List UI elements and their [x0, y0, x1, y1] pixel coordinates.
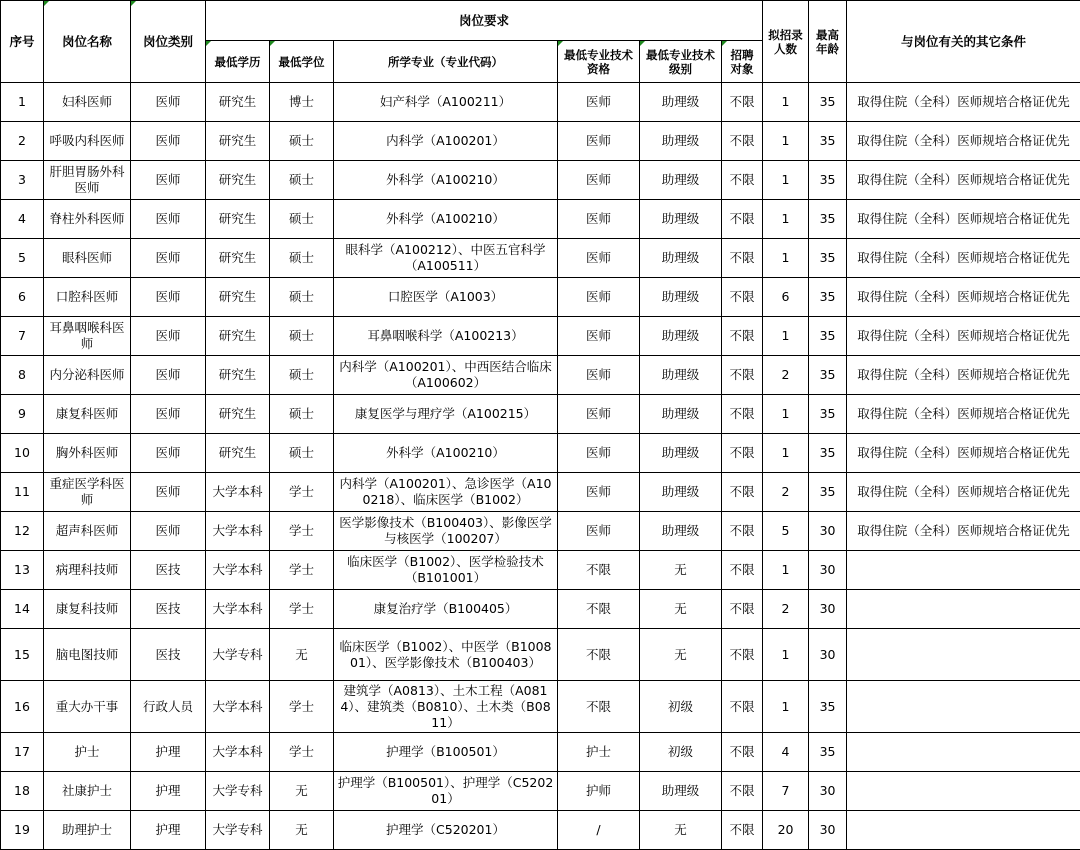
cell-min-education: 研究生: [206, 83, 270, 122]
cell-min-education: 大学本科: [206, 733, 270, 772]
cell-min-education: 大学专科: [206, 811, 270, 850]
cell-other-conditions: 取得住院（全科）医师规培合格证优先: [847, 317, 1080, 356]
table-row: [1, 122, 1080, 161]
cell-max-age: 35: [809, 356, 847, 395]
cell-seq: 2: [1, 122, 44, 161]
cell-seq: 15: [1, 629, 44, 681]
table-row: [1, 83, 1080, 122]
table-row: [1, 434, 1080, 473]
cell-target: 不限: [722, 356, 763, 395]
cell-seq: 6: [1, 278, 44, 317]
cell-position-type: 护理: [131, 733, 206, 772]
table-row: [1, 681, 1080, 733]
cell-target: 不限: [722, 395, 763, 434]
cell-count: 1: [763, 629, 809, 681]
cell-count: 1: [763, 122, 809, 161]
cell-position-name: 重大办干事: [44, 681, 131, 733]
cell-seq: 16: [1, 681, 44, 733]
cell-min-education: 大学专科: [206, 629, 270, 681]
cell-min-education: 大学本科: [206, 681, 270, 733]
cell-position-type: 医师: [131, 122, 206, 161]
cell-major: 外科学（A100210）: [334, 200, 558, 239]
cell-min-qualification: 医师: [558, 317, 640, 356]
cell-min-qualification: /: [558, 811, 640, 850]
cell-major: 建筑学（A0813）、土木工程（A0814）、建筑类（B0810）、土木类（B0811）: [334, 681, 558, 733]
cell-min-education: 大学本科: [206, 551, 270, 590]
table-row: [1, 395, 1080, 434]
table-row: [1, 473, 1080, 512]
cell-position-type: 医师: [131, 161, 206, 200]
cell-max-age: 35: [809, 161, 847, 200]
cell-seq: 1: [1, 83, 44, 122]
cell-other-conditions: 取得住院（全科）医师规培合格证优先: [847, 200, 1080, 239]
cell-min-level: 无: [640, 551, 722, 590]
cell-min-qualification: 医师: [558, 122, 640, 161]
cell-min-level: 助理级: [640, 395, 722, 434]
table-row: [1, 512, 1080, 551]
cell-target: 不限: [722, 122, 763, 161]
cell-other-conditions: 取得住院（全科）医师规培合格证优先: [847, 239, 1080, 278]
cell-min-degree: 学士: [270, 590, 334, 629]
table-row: [1, 733, 1080, 772]
cell-count: 4: [763, 733, 809, 772]
header-requirements: 岗位要求: [206, 1, 763, 41]
cell-position-name: 脑电图技师: [44, 629, 131, 681]
cell-max-age: 30: [809, 772, 847, 811]
cell-position-type: 医师: [131, 200, 206, 239]
cell-position-type: 医技: [131, 629, 206, 681]
cell-count: 1: [763, 551, 809, 590]
cell-other-conditions: 取得住院（全科）医师规培合格证优先: [847, 395, 1080, 434]
cell-other-conditions: 取得住院（全科）医师规培合格证优先: [847, 278, 1080, 317]
cell-seq: 19: [1, 811, 44, 850]
cell-max-age: 35: [809, 83, 847, 122]
table-row: [1, 629, 1080, 681]
cell-position-name: 耳鼻咽喉科医师: [44, 317, 131, 356]
cell-seq: 11: [1, 473, 44, 512]
cell-min-degree: 无: [270, 811, 334, 850]
cell-major: 康复治疗学（B100405）: [334, 590, 558, 629]
cell-min-qualification: 医师: [558, 278, 640, 317]
cell-position-name: 呼吸内科医师: [44, 122, 131, 161]
cell-major: 内科学（A100201）、中西医结合临床（A100602）: [334, 356, 558, 395]
table-row: [1, 811, 1080, 850]
cell-position-name: 康复科技师: [44, 590, 131, 629]
cell-min-level: 助理级: [640, 161, 722, 200]
cell-min-education: 大学本科: [206, 473, 270, 512]
cell-major: 眼科学（A100212）、中医五官科学（A100511）: [334, 239, 558, 278]
cell-min-degree: 无: [270, 772, 334, 811]
cell-position-type: 医师: [131, 395, 206, 434]
cell-major: 临床医学（B1002）、医学检验技术（B101001）: [334, 551, 558, 590]
cell-min-education: 大学本科: [206, 512, 270, 551]
cell-seq: 10: [1, 434, 44, 473]
cell-other-conditions: [847, 772, 1080, 811]
cell-min-degree: 学士: [270, 733, 334, 772]
table-body: [1, 83, 1080, 850]
cell-target: 不限: [722, 434, 763, 473]
cell-count: 1: [763, 681, 809, 733]
cell-count: 20: [763, 811, 809, 850]
cell-min-qualification: 不限: [558, 681, 640, 733]
cell-min-degree: 硕士: [270, 278, 334, 317]
cell-max-age: 35: [809, 681, 847, 733]
cell-min-education: 研究生: [206, 356, 270, 395]
cell-other-conditions: 取得住院（全科）医师规培合格证优先: [847, 83, 1080, 122]
cell-other-conditions: 取得住院（全科）医师规培合格证优先: [847, 161, 1080, 200]
cell-position-type: 医师: [131, 512, 206, 551]
cell-other-conditions: 取得住院（全科）医师规培合格证优先: [847, 122, 1080, 161]
cell-seq: 17: [1, 733, 44, 772]
cell-min-degree: 学士: [270, 551, 334, 590]
table-row: [1, 239, 1080, 278]
cell-seq: 8: [1, 356, 44, 395]
cell-major: 外科学（A100210）: [334, 434, 558, 473]
cell-target: 不限: [722, 200, 763, 239]
cell-position-name: 护士: [44, 733, 131, 772]
table-row: [1, 161, 1080, 200]
cell-min-education: 研究生: [206, 278, 270, 317]
cell-other-conditions: 取得住院（全科）医师规培合格证优先: [847, 473, 1080, 512]
cell-major: 口腔医学（A1003）: [334, 278, 558, 317]
cell-major: 医学影像技术（B100403）、影像医学与核医学（100207）: [334, 512, 558, 551]
cell-count: 1: [763, 395, 809, 434]
cell-max-age: 30: [809, 512, 847, 551]
table-row: [1, 590, 1080, 629]
cell-major: 临床医学（B1002）、中医学（B100801）、医学影像技术（B100403）: [334, 629, 558, 681]
header-min-degree: 最低学位: [270, 41, 334, 83]
cell-min-qualification: 医师: [558, 83, 640, 122]
cell-min-qualification: 不限: [558, 590, 640, 629]
cell-position-type: 医师: [131, 434, 206, 473]
cell-position-name: 助理护士: [44, 811, 131, 850]
cell-target: 不限: [722, 811, 763, 850]
cell-target: 不限: [722, 278, 763, 317]
cell-position-type: 医师: [131, 83, 206, 122]
cell-min-level: 初级: [640, 681, 722, 733]
cell-max-age: 35: [809, 733, 847, 772]
header-other-conditions: 与岗位有关的其它条件: [847, 1, 1080, 83]
cell-min-degree: 硕士: [270, 395, 334, 434]
cell-other-conditions: [847, 681, 1080, 733]
cell-min-qualification: 不限: [558, 629, 640, 681]
cell-min-education: 大学本科: [206, 590, 270, 629]
cell-count: 1: [763, 83, 809, 122]
cell-min-degree: 硕士: [270, 317, 334, 356]
cell-position-name: 口腔科医师: [44, 278, 131, 317]
cell-other-conditions: 取得住院（全科）医师规培合格证优先: [847, 512, 1080, 551]
cell-major: 外科学（A100210）: [334, 161, 558, 200]
cell-seq: 12: [1, 512, 44, 551]
header-min-level: 最低专业技术级别: [640, 41, 722, 83]
cell-min-education: 研究生: [206, 395, 270, 434]
cell-min-degree: 学士: [270, 512, 334, 551]
cell-count: 5: [763, 512, 809, 551]
cell-min-level: 助理级: [640, 356, 722, 395]
cell-other-conditions: 取得住院（全科）医师规培合格证优先: [847, 434, 1080, 473]
cell-max-age: 35: [809, 278, 847, 317]
cell-other-conditions: [847, 551, 1080, 590]
cell-min-degree: 硕士: [270, 200, 334, 239]
cell-max-age: 35: [809, 122, 847, 161]
cell-min-degree: 硕士: [270, 434, 334, 473]
table-row: [1, 200, 1080, 239]
cell-min-qualification: 医师: [558, 473, 640, 512]
cell-min-qualification: 医师: [558, 161, 640, 200]
cell-position-type: 护理: [131, 772, 206, 811]
cell-min-level: 助理级: [640, 239, 722, 278]
cell-position-name: 妇科医师: [44, 83, 131, 122]
header-position-name: 岗位名称: [44, 1, 131, 83]
cell-min-education: 研究生: [206, 161, 270, 200]
cell-min-level: 助理级: [640, 83, 722, 122]
header-position-type: 岗位类别: [131, 1, 206, 83]
cell-position-type: 医技: [131, 590, 206, 629]
cell-target: 不限: [722, 590, 763, 629]
table-row: [1, 772, 1080, 811]
cell-min-qualification: 护士: [558, 733, 640, 772]
cell-position-type: 医师: [131, 317, 206, 356]
cell-position-type: 医师: [131, 239, 206, 278]
cell-major: 内科学（A100201）: [334, 122, 558, 161]
cell-position-type: 医技: [131, 551, 206, 590]
cell-min-level: 助理级: [640, 317, 722, 356]
cell-seq: 4: [1, 200, 44, 239]
cell-min-qualification: 医师: [558, 239, 640, 278]
cell-target: 不限: [722, 629, 763, 681]
cell-count: 2: [763, 590, 809, 629]
cell-target: 不限: [722, 733, 763, 772]
cell-other-conditions: 取得住院（全科）医师规培合格证优先: [847, 356, 1080, 395]
cell-seq: 3: [1, 161, 44, 200]
cell-min-degree: 学士: [270, 681, 334, 733]
cell-count: 1: [763, 200, 809, 239]
cell-seq: 18: [1, 772, 44, 811]
cell-major: 内科学（A100201）、急诊医学（A100218）、临床医学（B1002）: [334, 473, 558, 512]
cell-position-type: 医师: [131, 473, 206, 512]
cell-other-conditions: [847, 811, 1080, 850]
cell-major: 护理学（B100501）: [334, 733, 558, 772]
cell-major: 护理学（C520201）: [334, 811, 558, 850]
cell-count: 1: [763, 434, 809, 473]
table-row: [1, 356, 1080, 395]
table-row: [1, 317, 1080, 356]
cell-position-type: 医师: [131, 278, 206, 317]
table-row: [1, 278, 1080, 317]
cell-target: 不限: [722, 551, 763, 590]
header-max-age: 最高年龄: [809, 1, 847, 83]
cell-min-qualification: 医师: [558, 512, 640, 551]
cell-other-conditions: [847, 733, 1080, 772]
cell-min-degree: 无: [270, 629, 334, 681]
cell-min-qualification: 医师: [558, 356, 640, 395]
cell-min-level: 助理级: [640, 512, 722, 551]
cell-min-degree: 硕士: [270, 122, 334, 161]
cell-min-education: 研究生: [206, 434, 270, 473]
header-target: 招聘对象: [722, 41, 763, 83]
cell-other-conditions: [847, 629, 1080, 681]
cell-min-degree: 博士: [270, 83, 334, 122]
cell-position-name: 脊柱外科医师: [44, 200, 131, 239]
cell-max-age: 30: [809, 811, 847, 850]
cell-major: 耳鼻咽喉科学（A100213）: [334, 317, 558, 356]
cell-max-age: 35: [809, 395, 847, 434]
cell-count: 2: [763, 473, 809, 512]
cell-max-age: 35: [809, 317, 847, 356]
cell-count: 2: [763, 356, 809, 395]
header-min-education: 最低学历: [206, 41, 270, 83]
cell-position-name: 内分泌科医师: [44, 356, 131, 395]
cell-target: 不限: [722, 772, 763, 811]
cell-count: 7: [763, 772, 809, 811]
cell-count: 6: [763, 278, 809, 317]
cell-target: 不限: [722, 317, 763, 356]
cell-seq: 13: [1, 551, 44, 590]
cell-max-age: 30: [809, 551, 847, 590]
cell-seq: 5: [1, 239, 44, 278]
cell-target: 不限: [722, 161, 763, 200]
cell-min-level: 无: [640, 811, 722, 850]
cell-min-level: 无: [640, 629, 722, 681]
cell-min-education: 研究生: [206, 317, 270, 356]
cell-other-conditions: [847, 590, 1080, 629]
cell-max-age: 30: [809, 629, 847, 681]
cell-position-name: 康复科医师: [44, 395, 131, 434]
cell-seq: 9: [1, 395, 44, 434]
header-seq: 序号: [1, 1, 44, 83]
cell-major: 妇产科学（A100211）: [334, 83, 558, 122]
cell-min-degree: 硕士: [270, 161, 334, 200]
cell-max-age: 35: [809, 239, 847, 278]
cell-position-name: 眼科医师: [44, 239, 131, 278]
cell-seq: 7: [1, 317, 44, 356]
cell-min-level: 助理级: [640, 473, 722, 512]
cell-max-age: 35: [809, 200, 847, 239]
cell-min-qualification: 护师: [558, 772, 640, 811]
cell-min-degree: 硕士: [270, 239, 334, 278]
header-major: 所学专业（专业代码）: [334, 41, 558, 83]
table-row: [1, 551, 1080, 590]
cell-position-type: 医师: [131, 356, 206, 395]
cell-min-education: 研究生: [206, 122, 270, 161]
cell-max-age: 35: [809, 434, 847, 473]
cell-count: 1: [763, 317, 809, 356]
cell-target: 不限: [722, 239, 763, 278]
cell-major: 康复医学与理疗学（A100215）: [334, 395, 558, 434]
cell-min-level: 助理级: [640, 122, 722, 161]
cell-position-name: 社康护士: [44, 772, 131, 811]
cell-min-level: 无: [640, 590, 722, 629]
cell-min-level: 初级: [640, 733, 722, 772]
cell-min-qualification: 医师: [558, 395, 640, 434]
cell-min-level: 助理级: [640, 278, 722, 317]
cell-min-degree: 硕士: [270, 356, 334, 395]
cell-position-name: 病理科技师: [44, 551, 131, 590]
cell-count: 1: [763, 239, 809, 278]
cell-target: 不限: [722, 473, 763, 512]
cell-min-qualification: 不限: [558, 551, 640, 590]
cell-major: 护理学（B100501）、护理学（C520201）: [334, 772, 558, 811]
cell-max-age: 30: [809, 590, 847, 629]
cell-min-qualification: 医师: [558, 434, 640, 473]
cell-min-education: 大学专科: [206, 772, 270, 811]
cell-count: 1: [763, 161, 809, 200]
cell-min-level: 助理级: [640, 434, 722, 473]
cell-target: 不限: [722, 83, 763, 122]
cell-min-qualification: 医师: [558, 200, 640, 239]
cell-position-type: 行政人员: [131, 681, 206, 733]
cell-max-age: 35: [809, 473, 847, 512]
header-min-qualification: 最低专业技术资格: [558, 41, 640, 83]
cell-min-degree: 学士: [270, 473, 334, 512]
cell-min-education: 研究生: [206, 239, 270, 278]
cell-position-name: 肝胆胃肠外科医师: [44, 161, 131, 200]
cell-position-name: 胸外科医师: [44, 434, 131, 473]
cell-target: 不限: [722, 512, 763, 551]
cell-position-name: 重症医学科医师: [44, 473, 131, 512]
cell-min-level: 助理级: [640, 200, 722, 239]
cell-position-type: 护理: [131, 811, 206, 850]
cell-seq: 14: [1, 590, 44, 629]
cell-min-level: 助理级: [640, 772, 722, 811]
cell-target: 不限: [722, 681, 763, 733]
cell-min-education: 研究生: [206, 200, 270, 239]
header-count: 拟招录人数: [763, 1, 809, 83]
cell-position-name: 超声科医师: [44, 512, 131, 551]
